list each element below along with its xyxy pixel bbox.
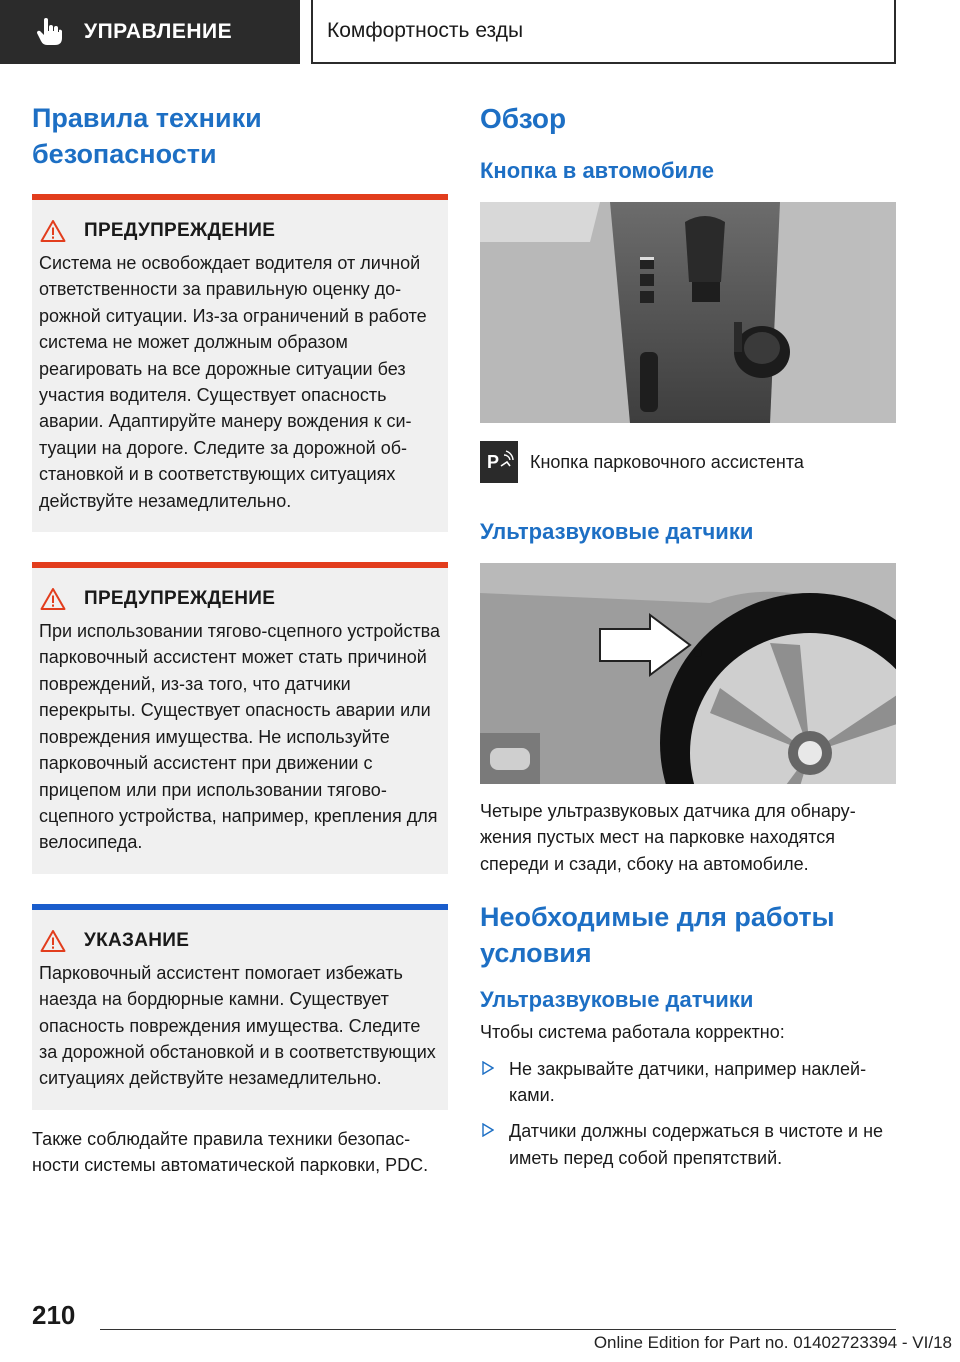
- warning-box-2: [32, 562, 448, 874]
- pdc-reference-text: Также соблюдайте правила техники безопасности системы автоматической парковки, PDC.: [32, 1128, 429, 1176]
- warning-header: [32, 216, 448, 246]
- warning-text: Система не освобождает водителя от личной ответственности за правильную оценку дорожной ситуации. Из-за ограничений в работе система не может должным образом реагировать на все дорожные ситуации без участия водителя. Существует опасность аварии. Адаптируйте манеру вождения к ситуации на дороге. Следите за дорожной обстановкой и в соответствующих ситуациях действуйте незамедлительно.: [39, 253, 427, 511]
- button-caption: Кнопка парковочного ассистента: [530, 452, 804, 472]
- parking-p-icon: [483, 446, 515, 478]
- safety-title: Правила техники безопасности: [32, 103, 262, 169]
- warning-triangle-icon: [40, 587, 66, 611]
- note-label: УКАЗАНИЕ: [84, 929, 190, 951]
- req-sensors-title: Ультразвуковые датчики: [480, 987, 754, 1013]
- warning-box-1: [32, 194, 448, 532]
- center-console-photo: [480, 202, 896, 423]
- left-column: [32, 100, 448, 1179]
- header-chapter-box: [311, 0, 896, 64]
- sensor-photo: [480, 563, 896, 784]
- edition-text: Online Edition for Part no. 01402723394 - VI/18: [593, 1333, 952, 1352]
- page-number: 210: [32, 1300, 76, 1330]
- list-item: Не закрывайте датчики, например наклейками.: [480, 1056, 896, 1109]
- triangle-bullet-icon: [482, 1123, 494, 1137]
- header-section-tab: [0, 0, 300, 64]
- sensor-image: [480, 563, 896, 784]
- right-column: [480, 100, 896, 1171]
- warning-label: ПРЕДУПРЕЖДЕНИЕ: [84, 220, 276, 241]
- requirements-title: Необходимые для работы условия: [480, 902, 835, 969]
- overview-title: Обзор: [480, 103, 567, 134]
- chapter-name: Комфортность езды: [327, 19, 524, 42]
- requirements-list: [480, 1056, 896, 1172]
- triangle-bullet-icon: [482, 1061, 494, 1075]
- parking-assistant-button-icon: [480, 441, 518, 483]
- req-intro: Чтобы система работала корректно:: [480, 1022, 785, 1043]
- sensors-title: Ультразвуковые датчики: [480, 519, 754, 544]
- warning-triangle-icon: [40, 929, 66, 953]
- note-header: [32, 926, 448, 956]
- sensors-description: Четыре ультразвуковых датчика для обнаружения пустых мест на парковке находятся спереди и сзади, сбоку на автомобиле.: [480, 801, 856, 874]
- button-title: Кнопка в автомобиле: [480, 158, 714, 183]
- list-item: Датчики должны содержаться в чистоте и не иметь перед собой препятствий.: [480, 1118, 896, 1171]
- warning-triangle-icon: [40, 219, 66, 243]
- hand-pointer-icon: [36, 18, 62, 46]
- section-name: УПРАВЛЕНИЕ: [84, 20, 233, 43]
- svg-text:P: P: [487, 452, 500, 472]
- center-console-image: [480, 202, 896, 423]
- button-caption-row: [480, 441, 896, 483]
- warning-text: При использовании тягово-сцепного устройства парковочный ассистент может стать причиной повреждений, из-за того, что датчики перекрыты. Существует опасность аварии или повреждения имущества. Не используйте парковочный ассистент при движении с прицепом или при использовании тягово-сцепного устройства, например, крепления для велосипеда.: [39, 621, 441, 853]
- warning-label: ПРЕДУПРЕЖДЕНИЕ: [84, 588, 276, 610]
- note-box: [32, 904, 448, 1110]
- footer-rule: [100, 1329, 896, 1330]
- note-text: Парковочный ассистент помогает избежать наезда на бордюрные камни. Существует опасность повреждения имущества. Следите за дорожной обстановкой и в соответствующих ситуациях действуйте незамедлительно.: [39, 962, 436, 1089]
- warning-header: [32, 584, 448, 614]
